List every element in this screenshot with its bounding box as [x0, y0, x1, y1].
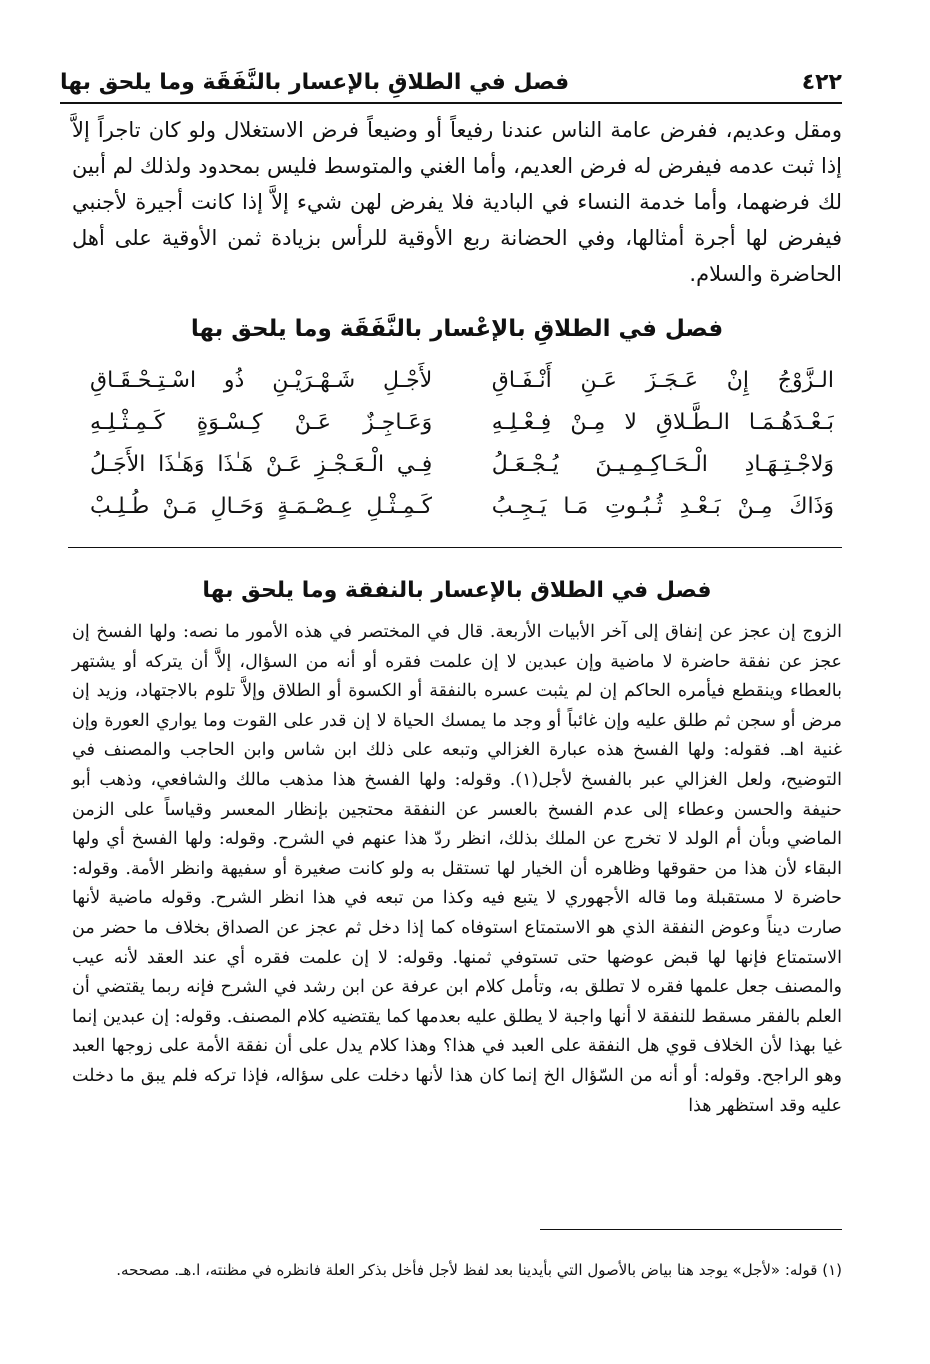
poem-verse — [90, 444, 834, 486]
poem-verse — [90, 486, 834, 528]
verse-first-hemistich: بَـعْـدَهُـمَـا الـطَّـلاقِ لا مِـنْ فِـعْـلِـهِ — [491, 410, 834, 435]
verse-second-hemistich: كَـمِـثْـلِ عِـصْـمَـةٍ وَحَـالِ مَـنْ طُـلِـبْ — [90, 494, 433, 519]
running-header-title: فصل في الطلاقِ بالإعسار بالنَّفَقَة وما يلحق بها — [60, 69, 570, 95]
commentary-heading: فصل في الطلاق بالإعسار بالنفقة وما يلحق بها — [202, 578, 712, 603]
section-divider — [68, 547, 842, 548]
verse-first-hemistich: وَلاجْـتِـهَـادِ الْـحَـاكِـمِـيـنَ يُـجْـعَـلُ — [491, 452, 834, 477]
verse-second-hemistich: وَعَـاجِـزٌ عَـنْ كِـسْـوَةٍ كَـمِـثْـلِـهِ — [90, 410, 433, 435]
verse-second-hemistich: فِـي الْـعَـجْـزِ عَـنْ هَـٰذَا وَهَـٰذَا الأَجَـلُ — [90, 452, 433, 477]
verse-first-hemistich: الـزَّوْجُ إِنْ عَـجَـزَ عَـنِ أَنْـفَـاقِ — [491, 368, 834, 393]
footnote-divider — [540, 1229, 842, 1230]
verse-first-hemistich: وَذَاكَ مِـنْ بَـعْـدِ ثُـبُـوتِ مَـا يَـجِـبُ — [491, 494, 834, 519]
poem-verses — [90, 360, 834, 528]
poem-verse — [90, 360, 834, 402]
poem-verse — [90, 402, 834, 444]
footnote: (١) قوله: «لأجل» يوجد هنا بياض بالأصول التي بأيدينا بعد لفظ لأجل فأخل بذكر العلة فانظره في مظنته، ا.هـ. مصححه. — [116, 1261, 842, 1279]
page-number: ٤٢٢ — [801, 69, 842, 95]
poem-section-heading: فصل في الطلاقِ بالإعْسار بالنَّفَقَة وما يلحق بها — [190, 316, 724, 342]
commentary-text: الزوج إن عجز عن إنفاق إلى آخر الأبيات الأربعة. قال في المختصر في هذه الأمور ما نصه: ولها الفسخ إن عجز عن نفقة حاضرة لا ماضية وإن عبدين لا إن علمت فقره أو أنه من السؤال، إلاَّ أن يتركه أو يشتهر بالعطاء وينقطع فيأمره الحاكم إن لم يثبت عسره بالنفقة أو الكسوة أو الطلاق وإلاَّ تلوم بالاجتهاد، وزيد إن مرض أو سجن ثم طلق عليه وإن غائباً أو وجد ما يمسك الحياة لا إن قدر على القوت وما يواري العورة وإن غنية اهـ. فقوله: ولها الفسخ هذه عبارة الغزالي وتبعه على ذلك ابن شاس وابن الحاجب والمصنف في التوضيح، ولعل الغزالي عبر بالفسخ لأجل(١). وقوله: ولها الفسخ هذا مذهب مالك والشافعي، وذهب أبو حنيفة والحسن وعطاء إلى عدم الفسخ بالعسر عن النفقة محتجين بإنظار المعسر وقياساً على الزمن الماضي وبأن أم الولد لا تخرج عن الملك بذلك، انظر ردّ هذا عنهم في الشرح. وقوله: ولها الفسخ أي ولها البقاء لأن هذا من حقوقها وظاهره أن الخيار لها تستقل به ولو كانت صغيرة أو سفيهة وانظر الأمة. وقوله: حاضرة لا مستقبلة وما قاله الأجهوري لا يتبع فيه وكذا من تبعه في هذا انظر الشرح. وقوله ماضية لأنها صارت ديناً وعوض النفقة الذي هو الاستمتاع استوفاه كما إذا دخل ثم عجز عن الصداق بخلاف ما حضر من الاستمتاع فإنها لها قبض عوضها حتى تستوفي ثمنها. وقوله: لا إن علمت فقره أي عند العقد لأنه عيب والمصنف جعل علمها فقره لا تطلق به، وتأمل كلام ابن عرفة عن ابن رشد في الشرح فإنه ربما يقتضي أن العلم بالفقر مسقط للنفقة لا أنها واجبة لا يطلق عليه بعدمها كما يقتضيه كلام المصنف. وقوله: إن عبدين إنما غيا بهذا لأن الخلاف قوي هل النفقة على العبد في هذا؟ وهذا كلام يدل على أن نفقة الأمة على زوجها العبد وهو الراجح. وقوله: أو أنه من السّؤال الخ إنما كان هذا لأنها دخلت على سؤاله، فإذا تركه فلم يبق ما دخلت عليه وقد استظهر هذا — [72, 622, 842, 1116]
verse-second-hemistich: لأَجْـلِ شَـهْـرَيْـنِ ذُو اسْـتِـحْـقَـاقِ — [90, 368, 433, 393]
running-header — [60, 62, 842, 104]
intro-paragraph: ومقل وعديم، ففرض عامة الناس عندنا رفيعاً أو وضيعاً فرض الاستغلال ولو كان تاجراً إلاَّ إذا ثبت عدمه فيفرض له فرض العديم، وأما الغني والمتوسط فليس بمحدود ولذلك لم أبين لك فرضهما، وأما خدمة النساء في البادية فلا يفرض لهن شيء إلاَّ إذا كانت أجيرة لأجنبي فيفرض لها أجرة أمثالها، وفي الحضانة ربع الأوقية للرأس بزيادة ثمن الأوقية على أهل الحاضرة والسلام. — [72, 118, 842, 286]
